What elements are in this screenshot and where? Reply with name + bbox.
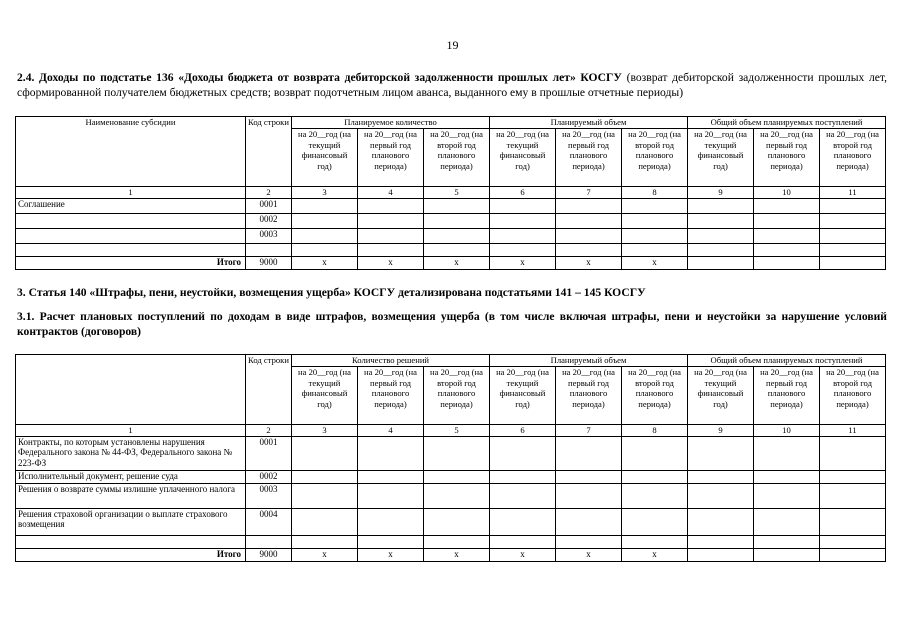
header-planned-volume: Планируемый объем xyxy=(490,355,688,367)
na-mark: x xyxy=(490,256,556,269)
header-planned-quantity: Планируемое количество xyxy=(292,117,490,129)
header-total-planned-receipts: Общий объем планируемых поступлений xyxy=(688,117,886,129)
value-cell[interactable] xyxy=(424,243,490,256)
subheader-second-plan-year: на 20__год (на второй год планового периода) xyxy=(820,129,886,187)
value-cell[interactable] xyxy=(490,508,556,535)
value-cell[interactable] xyxy=(688,213,754,228)
value-cell[interactable] xyxy=(490,535,556,548)
header-row-code: Код строки xyxy=(246,355,292,425)
table-row xyxy=(16,508,886,535)
value-cell[interactable] xyxy=(688,548,754,561)
value-cell[interactable] xyxy=(556,535,622,548)
value-cell[interactable] xyxy=(292,243,358,256)
header-total-planned-receipts: Общий объем планируемых поступлений xyxy=(688,355,886,367)
value-cell[interactable] xyxy=(490,228,556,243)
column-number: 7 xyxy=(556,425,622,437)
column-number-row xyxy=(16,187,886,199)
value-cell[interactable] xyxy=(688,436,754,470)
value-cell[interactable] xyxy=(358,483,424,508)
subheader-current-year: на 20__год (на текущий финансовый год) xyxy=(292,367,358,425)
fines-income-table xyxy=(15,354,886,562)
column-number-row xyxy=(16,425,886,437)
value-cell[interactable] xyxy=(622,228,688,243)
value-cell[interactable] xyxy=(358,535,424,548)
column-number: 1 xyxy=(16,187,246,199)
table-row xyxy=(16,470,886,483)
value-cell[interactable] xyxy=(622,213,688,228)
value-cell[interactable] xyxy=(556,470,622,483)
value-cell[interactable] xyxy=(754,470,820,483)
na-mark: x xyxy=(292,548,358,561)
value-cell[interactable] xyxy=(424,228,490,243)
value-cell[interactable] xyxy=(622,483,688,508)
column-number: 4 xyxy=(358,187,424,199)
column-number: 11 xyxy=(820,425,886,437)
value-cell[interactable] xyxy=(754,508,820,535)
row-name: Исполнительный документ, решение суда xyxy=(16,470,246,483)
subheader-current-year: на 20__год (на текущий финансовый год) xyxy=(688,367,754,425)
value-cell[interactable] xyxy=(358,213,424,228)
value-cell[interactable] xyxy=(556,213,622,228)
row-code: 0002 xyxy=(246,470,292,483)
value-cell[interactable] xyxy=(820,535,886,548)
column-number: 6 xyxy=(490,187,556,199)
subheader-current-year: на 20__год (на текущий финансовый год) xyxy=(490,129,556,187)
value-cell[interactable] xyxy=(490,213,556,228)
value-cell[interactable] xyxy=(622,243,688,256)
row-code: 0002 xyxy=(246,213,292,228)
value-cell[interactable] xyxy=(688,535,754,548)
value-cell[interactable] xyxy=(622,198,688,213)
value-cell[interactable] xyxy=(622,436,688,470)
value-cell[interactable] xyxy=(358,243,424,256)
na-mark: x xyxy=(556,548,622,561)
subheader-first-plan-year: на 20__год (на первый год планового периода) xyxy=(556,367,622,425)
na-mark: x xyxy=(556,256,622,269)
table-row xyxy=(16,483,886,508)
value-cell[interactable] xyxy=(556,436,622,470)
value-cell[interactable] xyxy=(622,470,688,483)
row-code xyxy=(246,243,292,256)
value-cell[interactable] xyxy=(688,508,754,535)
value-cell[interactable] xyxy=(358,436,424,470)
value-cell[interactable] xyxy=(688,256,754,269)
value-cell[interactable] xyxy=(820,436,886,470)
value-cell[interactable] xyxy=(820,228,886,243)
value-cell[interactable] xyxy=(358,470,424,483)
column-number: 1 xyxy=(16,425,246,437)
section-3-1-heading: 3.1. Расчет плановых поступлений по доходам в виде штрафов, возмещения ущерба (в том числе включая штрафы, пени и неустойки за нарушение условий контрактов (договоров) xyxy=(17,310,887,338)
column-number: 10 xyxy=(754,187,820,199)
row-code: 0001 xyxy=(246,198,292,213)
column-number: 4 xyxy=(358,425,424,437)
row-code: 0001 xyxy=(246,436,292,470)
value-cell[interactable] xyxy=(820,243,886,256)
value-cell[interactable] xyxy=(820,548,886,561)
value-cell[interactable] xyxy=(820,256,886,269)
na-mark: x xyxy=(490,548,556,561)
table-row xyxy=(16,228,886,243)
na-mark: x xyxy=(424,548,490,561)
subheader-first-plan-year: на 20__год (на первый год планового периода) xyxy=(754,367,820,425)
row-code xyxy=(246,535,292,548)
table-row xyxy=(16,436,886,470)
value-cell[interactable] xyxy=(292,436,358,470)
value-cell[interactable] xyxy=(754,535,820,548)
table-row xyxy=(16,213,886,228)
total-row xyxy=(16,548,886,561)
value-cell[interactable] xyxy=(490,470,556,483)
section-3-heading: 3. Статья 140 «Штрафы, пени, неустойки, возмещения ущерба» КОСГУ детализирована подстатьями 141 – 145 КОСГУ xyxy=(17,286,646,299)
value-cell[interactable] xyxy=(622,508,688,535)
column-number: 2 xyxy=(246,187,292,199)
section-2-4-description: (возврат дебиторской задолженности прошлых лет, сформированной получателем бюджетных средств; возврат подотчетным лицом аванса, выданного ему в прошлые отчетные периоды) xyxy=(17,71,887,99)
subheader-second-plan-year: на 20__год (на второй год планового периода) xyxy=(622,367,688,425)
value-cell[interactable] xyxy=(358,508,424,535)
header-name xyxy=(16,355,246,425)
column-number: 3 xyxy=(292,425,358,437)
value-cell[interactable] xyxy=(424,213,490,228)
value-cell[interactable] xyxy=(688,243,754,256)
table-row xyxy=(16,198,886,213)
value-cell[interactable] xyxy=(820,470,886,483)
subheader-first-plan-year: на 20__год (на первый год планового периода) xyxy=(754,129,820,187)
row-code: 0003 xyxy=(246,483,292,508)
value-cell[interactable] xyxy=(820,508,886,535)
value-cell[interactable] xyxy=(556,243,622,256)
subheader-current-year: на 20__год (на текущий финансовый год) xyxy=(292,129,358,187)
column-number: 10 xyxy=(754,425,820,437)
value-cell[interactable] xyxy=(292,483,358,508)
row-code: 0003 xyxy=(246,228,292,243)
value-cell[interactable] xyxy=(292,508,358,535)
value-cell[interactable] xyxy=(490,243,556,256)
row-name xyxy=(16,535,246,548)
subsidy-income-table xyxy=(15,116,886,270)
row-name: Решения страховой организации о выплате страхового возмещения xyxy=(16,508,246,535)
header-subsidy-name: Наименование субсидии xyxy=(16,117,246,187)
row-name: Контракты, по которым установлены нарушения Федерального закона № 44-ФЗ, Федерального закона № 223-ФЗ xyxy=(16,436,246,470)
subheader-first-plan-year: на 20__год (на первый год планового периода) xyxy=(358,129,424,187)
value-cell[interactable] xyxy=(358,198,424,213)
total-label: Итого xyxy=(16,548,246,561)
value-cell[interactable] xyxy=(688,483,754,508)
column-number: 8 xyxy=(622,187,688,199)
value-cell[interactable] xyxy=(688,198,754,213)
total-code: 9000 xyxy=(246,256,292,269)
header-planned-volume: Планируемый объем xyxy=(490,117,688,129)
row-name: Решения о возврате суммы излишне уплаченного налога xyxy=(16,483,246,508)
value-cell[interactable] xyxy=(820,213,886,228)
na-mark: x xyxy=(358,256,424,269)
value-cell[interactable] xyxy=(556,198,622,213)
row-code: 0004 xyxy=(246,508,292,535)
column-number: 5 xyxy=(424,187,490,199)
value-cell[interactable] xyxy=(292,228,358,243)
value-cell[interactable] xyxy=(424,535,490,548)
total-label: Итого xyxy=(16,256,246,269)
value-cell[interactable] xyxy=(622,535,688,548)
value-cell[interactable] xyxy=(754,198,820,213)
value-cell[interactable] xyxy=(688,470,754,483)
column-number: 9 xyxy=(688,187,754,199)
value-cell[interactable] xyxy=(292,470,358,483)
value-cell[interactable] xyxy=(754,548,820,561)
value-cell[interactable] xyxy=(754,213,820,228)
subheader-first-plan-year: на 20__год (на первый год планового периода) xyxy=(556,129,622,187)
column-number: 11 xyxy=(820,187,886,199)
subheader-current-year: на 20__год (на текущий финансовый год) xyxy=(688,129,754,187)
column-number: 9 xyxy=(688,425,754,437)
table-row xyxy=(16,535,886,548)
row-name xyxy=(16,228,246,243)
value-cell[interactable] xyxy=(424,483,490,508)
header-row-code: Код строки xyxy=(246,117,292,187)
section-2-4-heading xyxy=(17,70,887,100)
value-cell[interactable] xyxy=(292,535,358,548)
value-cell[interactable] xyxy=(424,508,490,535)
value-cell[interactable] xyxy=(292,213,358,228)
column-number: 5 xyxy=(424,425,490,437)
subheader-current-year: на 20__год (на текущий финансовый год) xyxy=(490,367,556,425)
na-mark: x xyxy=(622,256,688,269)
row-name xyxy=(16,243,246,256)
value-cell[interactable] xyxy=(490,198,556,213)
value-cell[interactable] xyxy=(754,228,820,243)
table-row xyxy=(16,243,886,256)
value-cell[interactable] xyxy=(820,483,886,508)
row-name xyxy=(16,213,246,228)
value-cell[interactable] xyxy=(820,198,886,213)
subheader-second-plan-year: на 20__год (на второй год планового периода) xyxy=(622,129,688,187)
value-cell[interactable] xyxy=(688,228,754,243)
subheader-second-plan-year: на 20__год (на второй год планового периода) xyxy=(424,367,490,425)
na-mark: x xyxy=(424,256,490,269)
value-cell[interactable] xyxy=(424,470,490,483)
subheader-first-plan-year: на 20__год (на первый год планового периода) xyxy=(358,367,424,425)
value-cell[interactable] xyxy=(754,243,820,256)
value-cell[interactable] xyxy=(556,483,622,508)
subheader-second-plan-year: на 20__год (на второй год планового периода) xyxy=(820,367,886,425)
subheader-second-plan-year: на 20__год (на второй год планового периода) xyxy=(424,129,490,187)
column-number: 6 xyxy=(490,425,556,437)
column-number: 2 xyxy=(246,425,292,437)
column-number: 8 xyxy=(622,425,688,437)
value-cell[interactable] xyxy=(556,228,622,243)
page-number: 19 xyxy=(446,38,459,52)
column-number: 3 xyxy=(292,187,358,199)
row-name: Соглашение xyxy=(16,198,246,213)
value-cell[interactable] xyxy=(754,256,820,269)
total-code: 9000 xyxy=(246,548,292,561)
value-cell[interactable] xyxy=(358,228,424,243)
na-mark: x xyxy=(292,256,358,269)
section-2-4-title: 2.4. Доходы по подстатье 136 «Доходы бюджета от возврата дебиторской задолженности прошлых лет» КОСГУ xyxy=(17,71,622,84)
na-mark: x xyxy=(622,548,688,561)
total-row xyxy=(16,256,886,269)
value-cell[interactable] xyxy=(292,198,358,213)
value-cell[interactable] xyxy=(424,198,490,213)
value-cell[interactable] xyxy=(556,508,622,535)
column-number: 7 xyxy=(556,187,622,199)
header-decision-count: Количество решений xyxy=(292,355,490,367)
value-cell[interactable] xyxy=(424,436,490,470)
value-cell[interactable] xyxy=(754,436,820,470)
value-cell[interactable] xyxy=(490,483,556,508)
value-cell[interactable] xyxy=(490,436,556,470)
value-cell[interactable] xyxy=(754,483,820,508)
na-mark: x xyxy=(358,548,424,561)
